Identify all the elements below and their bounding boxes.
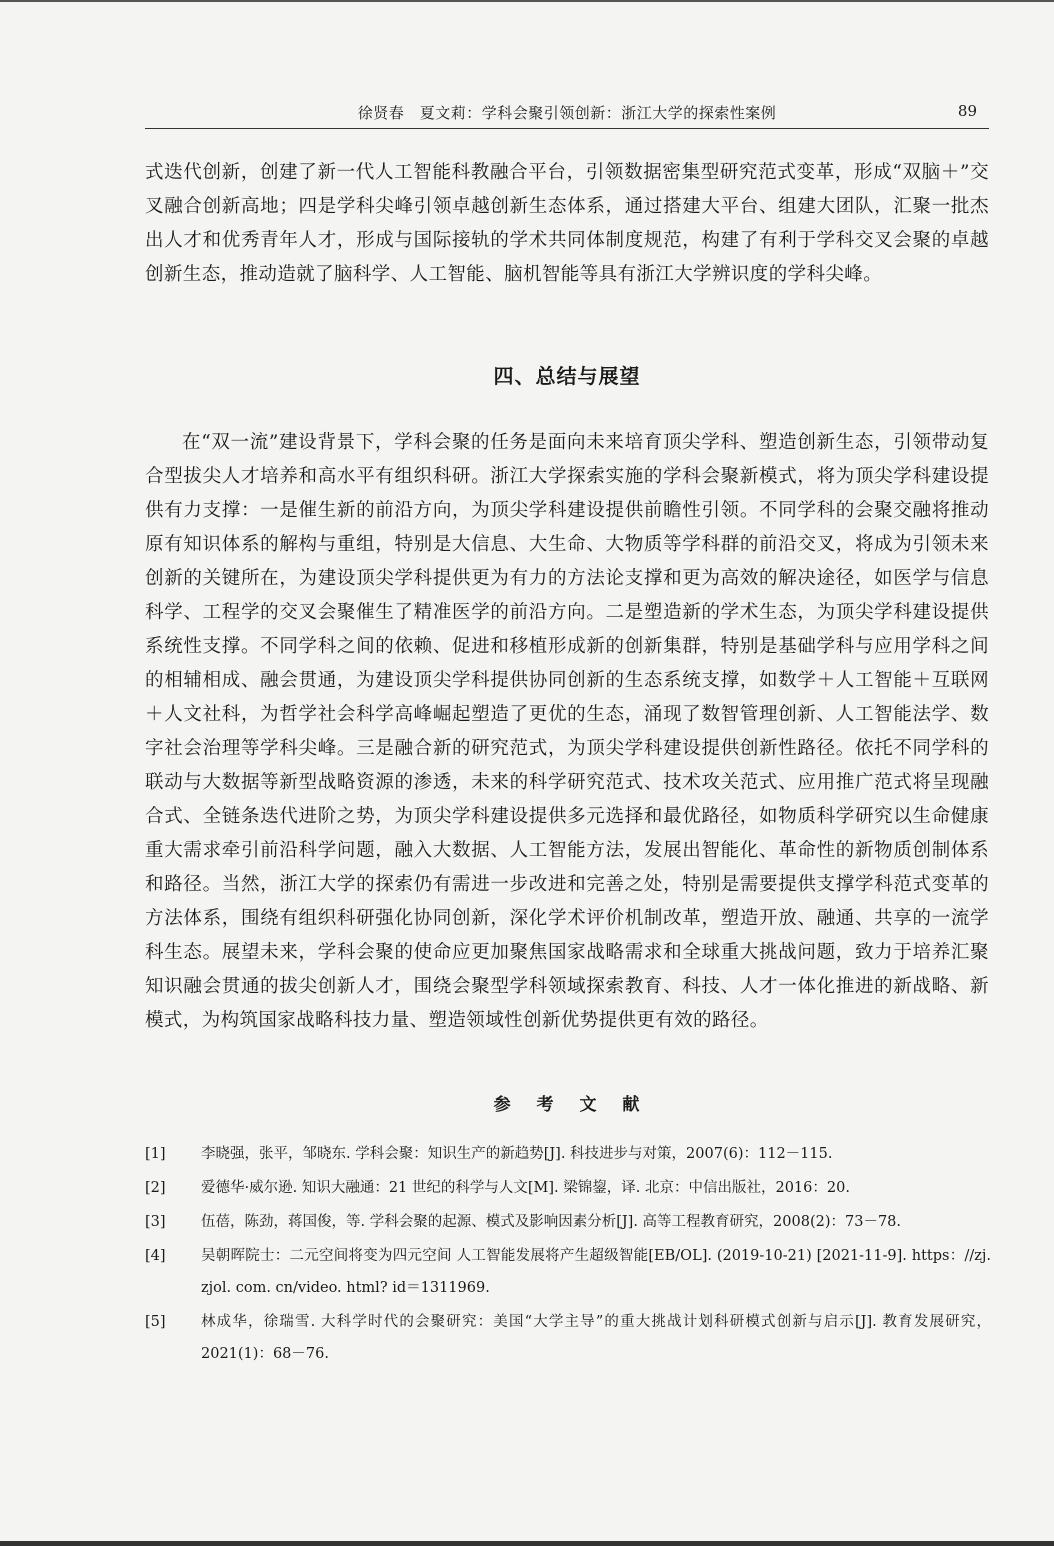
header-title: 徐贤春 夏文莉：学科会聚引领创新：浙江大学的探索性案例 xyxy=(357,104,777,122)
reference-number: [1] xyxy=(145,1146,166,1162)
reference-item-1 xyxy=(145,1138,991,1170)
reference-item-5 xyxy=(145,1306,991,1370)
reference-item-2 xyxy=(145,1172,991,1204)
reference-text: 林成华，徐瑞雪. 大科学时代的会聚研究：美国“大学主导”的重大挑战计划科研模式创新与启示[J]. 教育发展研究，2021(1)：68－76. xyxy=(201,1314,991,1362)
references-heading: 参 考 文 献 xyxy=(493,1095,641,1115)
reference-number: [3] xyxy=(145,1214,166,1230)
reference-text: 爱德华·威尔逊. 知识大融通：21 世纪的科学与人文[M]. 梁锦鋆，译. 北京：中信出版社，2016：20. xyxy=(201,1180,850,1196)
reference-text: 吴朝晖院士：二元空间将变为四元空间 人工智能发展将产生超级智能[EB/OL]. (2019-10-21) [2021-11-9]. https：//zj. zjol. com. cn/video. html? id＝1311969. xyxy=(201,1248,991,1296)
body-paragraph-2: 在“双一流”建设背景下，学科会聚的任务是面向未来培育顶尖学科、塑造创新生态，引领带动复合型拔尖人才培养和高水平有组织科研。浙江大学探索实施的学科会聚新模式，将为顶尖学科建设提供有力支撑：一是催生新的前沿方向，为顶尖学科建设提供前瞻性引领。不同学科的会聚交融将推动原有知识体系的解构与重组，特别是大信息、大生命、大物质等学科群的前沿交叉，将成为引领未来创新的关键所在，为建设顶尖学科提供更为有力的方法论支撑和更为高效的解决途径，如医学与信息科学、工程学的交叉会聚催生了精准医学的前沿方向。二是塑造新的学术生态，为顶尖学科建设提供系统性支撑。不同学科之间的依赖、促进和移植形成新的创新集群，特别是基础学科与应用学科之间的相辅相成、融会贯通，为建设顶尖学科提供协同创新的生态系统支撑，如数学＋人工智能＋互联网＋人文社科，为哲学社会科学高峰崛起塑造了更优的生态，涌现了数智管理创新、人工智能法学、数字社会治理等学科尖峰。三是融合新的研究范式，为顶尖学科建设提供创新性路径。依托不同学科的联动与大数据等新型战略资源的渗透，未来的科学研究范式、技术攻关范式、应用推广范式将呈现融合式、全链条迭代进阶之势，为顶尖学科建设提供多元选择和最优路径，如物质科学研究以生命健康重大需求牵引前沿科学问题，融入大数据、人工智能方法，发展出智能化、革命性的新物质创制体系和路径。当然，浙江大学的探索仍有需进一步改进和完善之处，特别是需要提供支撑学科范式变革的方法体系，围绕有组织科研强化协同创新，深化学术评价机制改革，塑造开放、融通、共享的一流学科生态。展望未来，学科会聚的使命应更加聚焦国家战略需求和全球重大挑战问题，致力于培养汇聚知识融会贯通的拔尖创新人才，围绕会聚型学科领域探索教育、科技、人才一体化推进的新战略、新模式，为构筑国家战略科技力量、塑造领域性创新优势提供更有效的路径。 xyxy=(145,432,989,1031)
reference-item-3 xyxy=(145,1206,991,1238)
section-heading: 四、总结与展望 xyxy=(493,364,641,388)
reference-text: 伍蓓，陈劲，蒋国俊，等. 学科会聚的起源、模式及影响因素分析[J]. 高等工程教育研究，2008(2)：73－78. xyxy=(201,1214,902,1230)
top-border-line xyxy=(0,0,1054,2)
running-header xyxy=(145,100,989,129)
reference-number: [2] xyxy=(145,1180,166,1196)
reference-number: [4] xyxy=(145,1248,166,1264)
reference-list xyxy=(145,1138,991,1372)
body-paragraph-1: 式迭代创新，创建了新一代人工智能科教融合平台，引领数据密集型研究范式变革，形成“双脑＋”交叉融合创新高地；四是学科尖峰引领卓越创新生态体系，通过搭建大平台、组建大团队，汇聚一批杰出人才和优秀青年人才，形成与国际接轨的学术共同体制度规范，构建了有利于学科交叉会聚的卓越创新生态，推动造就了脑科学、人工智能、脑机智能等具有浙江大学辨识度的学科尖峰。 xyxy=(145,162,989,285)
page-number: 89 xyxy=(957,102,977,120)
bottom-border-line xyxy=(0,1541,1054,1546)
reference-number: [5] xyxy=(145,1314,166,1330)
reference-text: 李晓强，张平，邹晓东. 学科会聚：知识生产的新趋势[J]. 科技进步与对策，2007(6)：112－115. xyxy=(201,1146,833,1162)
reference-item-4 xyxy=(145,1240,991,1304)
